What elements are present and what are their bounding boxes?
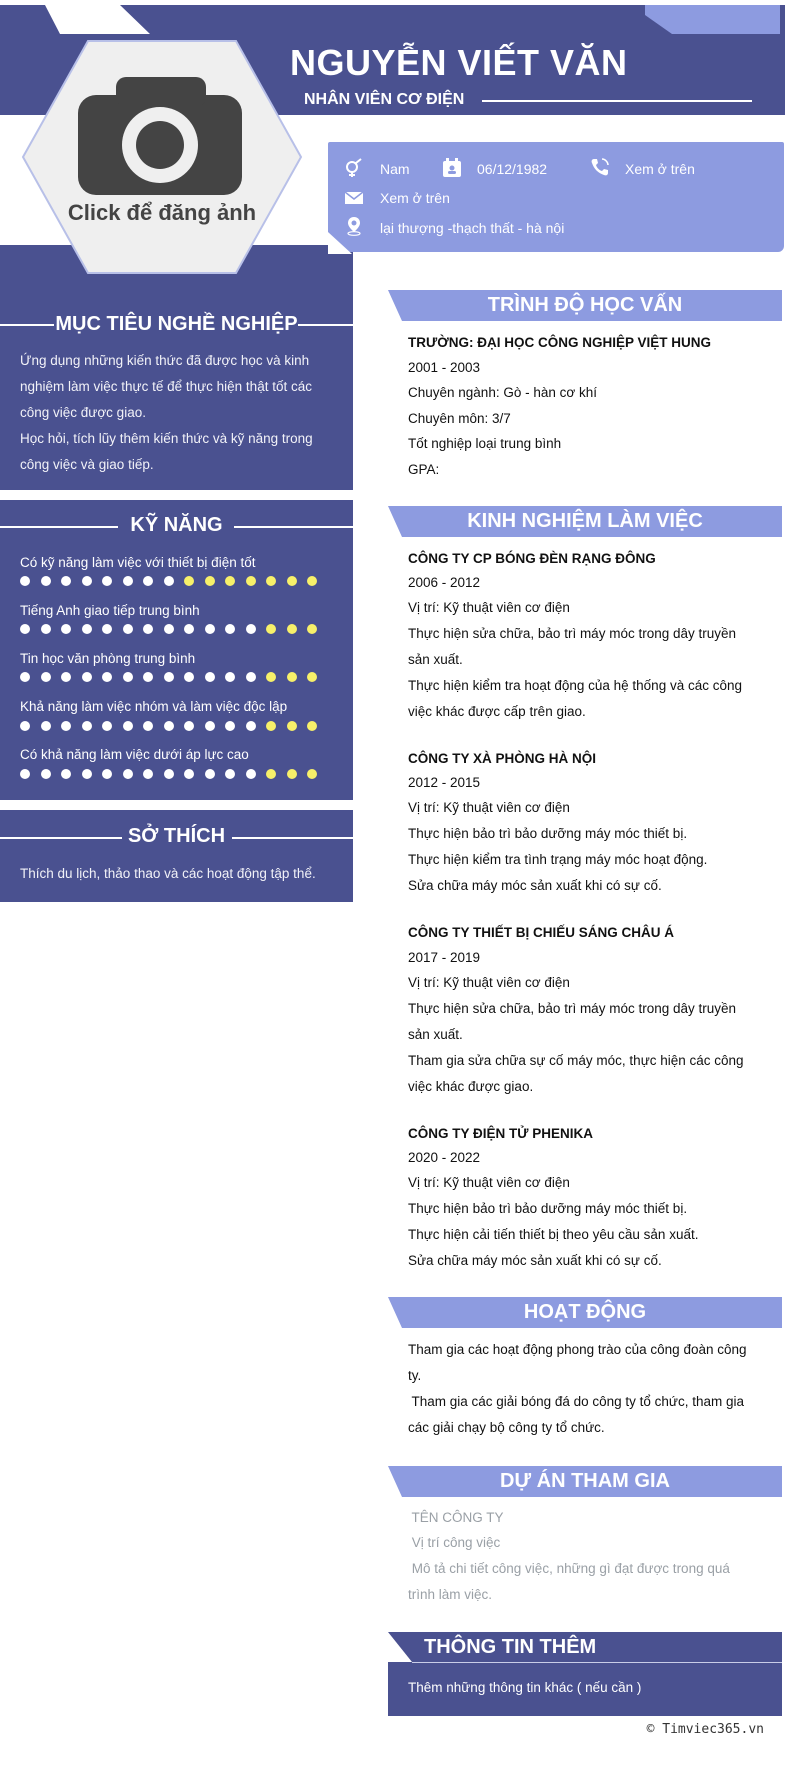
job-line: Thực hiện bảo trì bảo dưỡng máy móc thiết bị.	[408, 826, 688, 841]
skill-dot	[266, 721, 276, 731]
project-line: trình làm việc.	[408, 1587, 493, 1602]
gender-value: Nam	[380, 161, 410, 177]
skill-dot	[184, 672, 194, 682]
skills-line-right	[234, 526, 353, 528]
skill-dot	[205, 721, 215, 731]
skill-dot	[61, 576, 71, 586]
skill-dot	[205, 672, 215, 682]
skill-dot	[143, 769, 153, 779]
job-description	[408, 1170, 763, 1274]
skill-dot	[41, 624, 51, 634]
skill-dot	[20, 769, 30, 779]
skill-dot	[184, 721, 194, 731]
skill-dot	[20, 624, 30, 634]
skill-dot	[184, 624, 194, 634]
activities-title: HOẠT ĐỘNG	[523, 1301, 647, 1323]
job-company: CÔNG TY CP BÓNG ĐÈN RẠNG ĐÔNG	[408, 551, 656, 566]
job-line: Sửa chữa máy móc sản xuất khi có sự cố.	[408, 1253, 662, 1268]
skill-dot	[225, 672, 235, 682]
job-line: Thực hiện sửa chữa, bảo trì máy móc trong dây truyền	[408, 626, 737, 641]
skill-dot	[20, 576, 30, 586]
job-line: Thực hiện kiểm tra hoạt động của hệ thống và các công	[408, 678, 742, 693]
extra-info-title: THÔNG TIN THÊM	[424, 1636, 597, 1658]
skill-dot	[307, 576, 317, 586]
project-description[interactable]	[408, 1556, 763, 1608]
extra-info-divider	[412, 1662, 782, 1663]
skill-dot	[225, 769, 235, 779]
project-position[interactable]: Vị trí công việc	[408, 1535, 501, 1550]
skill-dot	[143, 576, 153, 586]
job-description	[408, 795, 763, 899]
skill-dot	[246, 576, 256, 586]
job-line: Vị trí: Kỹ thuật viên cơ điện	[408, 975, 570, 990]
skill-dot	[184, 769, 194, 779]
project-company[interactable]: TÊN CÔNG TY	[408, 1510, 504, 1525]
phone-value: Xem ở trên	[625, 161, 695, 177]
skill-dot	[41, 769, 51, 779]
skill-dot	[205, 576, 215, 586]
skill-dot	[287, 721, 297, 731]
skill-dot	[266, 769, 276, 779]
skill-dot	[266, 624, 276, 634]
activities-line: Tham gia các giải bóng đá do công ty tổ chức, tham gia	[408, 1394, 744, 1409]
experience-title: KINH NGHIỆM LÀM VIỆC	[467, 510, 703, 532]
skill-dot	[184, 576, 194, 586]
skill-dot	[287, 769, 297, 779]
job-description	[408, 595, 763, 725]
skill-dot	[205, 624, 215, 634]
hobbies-line-right	[232, 837, 353, 839]
job-line: Vị trí: Kỹ thuật viên cơ điện	[408, 600, 570, 615]
extra-info-corner	[388, 1632, 418, 1662]
job-period: 2017 - 2019	[408, 950, 481, 965]
skill-dot	[205, 769, 215, 779]
skill-dot	[123, 721, 133, 731]
job-line: việc khác được cấp trên giao.	[408, 704, 586, 719]
extra-info-text[interactable]: Thêm những thông tin khác ( nếu cần )	[408, 1680, 642, 1695]
job-description	[408, 970, 763, 1100]
skill-dot	[61, 672, 71, 682]
hobbies-section	[0, 810, 353, 902]
skill-dot	[102, 721, 112, 731]
skill-dot	[225, 576, 235, 586]
job-line: việc khác được giao.	[408, 1079, 534, 1094]
job-title: NHÂN VIÊN CƠ ĐIỆN	[304, 91, 465, 108]
objective-line: Ứng dụng những kiến thức đã được học và kinh	[20, 353, 310, 368]
email-icon	[344, 188, 364, 208]
skill-dot	[246, 769, 256, 779]
birthday-value: 06/12/1982	[477, 161, 548, 177]
objective-title: MỤC TIÊU NGHỀ NGHIỆP	[55, 313, 298, 335]
job-line: Vị trí: Kỹ thuật viên cơ điện	[408, 1175, 570, 1190]
objective-line: nghiệm làm việc thực tế để thực hiện thật tốt các	[20, 379, 312, 394]
skill-dot	[225, 624, 235, 634]
location-icon	[344, 216, 364, 236]
skill-dot	[287, 576, 297, 586]
job-line: sản xuất.	[408, 652, 463, 667]
objective-line-right	[298, 324, 353, 326]
job-title-divider	[482, 100, 752, 102]
skill-dot	[164, 769, 174, 779]
skill-dot	[246, 672, 256, 682]
skill-dot	[287, 672, 297, 682]
activities-line: ty.	[408, 1368, 422, 1383]
phone-icon	[590, 157, 610, 177]
skill-dot	[287, 624, 297, 634]
skill-dot	[164, 576, 174, 586]
skill-dot	[143, 672, 153, 682]
education-grade: Tốt nghiệp loại trung bình	[408, 436, 562, 451]
job-line: Sửa chữa máy móc sản xuất khi có sự cố.	[408, 878, 662, 893]
job-company: CÔNG TY ĐIỆN TỬ PHENIKA	[408, 1126, 593, 1141]
copyright: © Timviec365.vn	[646, 1722, 764, 1737]
job-company: CÔNG TY THIẾT BỊ CHIẾU SÁNG CHÂU Á	[408, 925, 675, 940]
job-line: Thực hiện bảo trì bảo dưỡng máy móc thiết bị.	[408, 1201, 688, 1216]
skill-dot	[82, 576, 92, 586]
skill-dot	[143, 624, 153, 634]
skill-dot	[246, 721, 256, 731]
job-line: Tham gia sửa chữa sự cố máy móc, thực hiện các công	[408, 1053, 744, 1068]
education-school: TRƯỜNG: ĐẠI HỌC CÔNG NGHIỆP VIỆT HUNG	[408, 335, 711, 350]
skill-dot	[41, 672, 51, 682]
activities-line: các giải chạy bộ công ty tổ chức.	[408, 1420, 605, 1435]
skill-dot	[123, 672, 133, 682]
email-value: Xem ở trên	[380, 190, 450, 206]
skill-dot	[164, 624, 174, 634]
skill-dot	[82, 672, 92, 682]
hobbies-title: SỞ THÍCH	[127, 825, 226, 847]
objective-text	[20, 348, 338, 478]
skill-dot	[61, 624, 71, 634]
skills-title: KỸ NĂNG	[130, 514, 223, 536]
gender-icon	[344, 158, 364, 178]
job-line: Vị trí: Kỹ thuật viên cơ điện	[408, 800, 570, 815]
job-line: Thực hiện cải tiến thiết bị theo yêu cầu sản xuất.	[408, 1227, 699, 1242]
skill-dot	[41, 721, 51, 731]
education-title: TRÌNH ĐỘ HỌC VẤN	[487, 294, 683, 316]
hobbies-text: Thích du lịch, thảo thao và các hoạt động tập thể.	[20, 866, 316, 881]
job-period: 2006 - 2012	[408, 575, 481, 590]
address-value: lại thượng -thạch thất - hà nội	[380, 220, 565, 236]
skill-dot	[225, 721, 235, 731]
skill-dot	[41, 576, 51, 586]
skill-dot	[102, 672, 112, 682]
calendar-icon	[442, 158, 462, 178]
skill-dot	[123, 576, 133, 586]
education-major: Chuyên ngành: Gò - hàn cơ khí	[408, 385, 597, 400]
activities-text	[408, 1337, 763, 1441]
skill-dot	[307, 721, 317, 731]
skill-dot	[61, 769, 71, 779]
skill-dot	[82, 721, 92, 731]
skill-name: Có khả năng làm việc dưới áp lực cao	[20, 747, 249, 762]
skill-name: Tiếng Anh giao tiếp trung bình	[20, 603, 200, 618]
skill-dot	[164, 721, 174, 731]
skill-dot	[246, 624, 256, 634]
skill-dot	[266, 576, 276, 586]
objective-line: công việc và giao tiếp.	[20, 457, 154, 472]
skill-dot	[143, 721, 153, 731]
skill-dot	[123, 624, 133, 634]
education-specialty: Chuyên môn: 3/7	[408, 411, 511, 426]
job-line: Thực hiện sửa chữa, bảo trì máy móc trong dây truyền	[408, 1001, 737, 1016]
photo-label[interactable]: Click để đăng ảnh	[67, 200, 257, 225]
candidate-name: NGUYỄN VIẾT VĂN	[290, 42, 628, 83]
objective-line: công việc được giao.	[20, 405, 146, 420]
project-line: Mô tả chi tiết công việc, những gì đạt được trong quá	[408, 1561, 730, 1576]
job-period: 2012 - 2015	[408, 775, 481, 790]
skill-dot	[20, 721, 30, 731]
job-period: 2020 - 2022	[408, 1150, 481, 1165]
objective-line: Học hỏi, tích lũy thêm kiến thức và kỹ năng trong	[20, 431, 313, 446]
skill-name: Khả năng làm việc nhóm và làm việc độc lập	[20, 699, 288, 714]
skill-dot	[307, 672, 317, 682]
skill-dot	[307, 624, 317, 634]
skill-dot	[82, 769, 92, 779]
skill-dot	[82, 624, 92, 634]
skill-dot	[20, 672, 30, 682]
projects-title: DỰ ÁN THAM GIA	[500, 1470, 670, 1492]
skill-name: Tin học văn phòng trung bình	[20, 651, 196, 666]
skill-name: Có kỹ năng làm việc với thiết bị điện tốt	[20, 555, 256, 570]
skill-dot	[102, 624, 112, 634]
skill-dot	[164, 672, 174, 682]
education-period: 2001 - 2003	[408, 360, 481, 375]
job-company: CÔNG TY XÀ PHÒNG HÀ NỘI	[408, 751, 597, 766]
job-line: sản xuất.	[408, 1027, 463, 1042]
job-line: Thực hiện kiểm tra tình trạng máy móc hoạt động.	[408, 852, 708, 867]
skill-dot	[266, 672, 276, 682]
activities-line: Tham gia các hoạt động phong trào của công đoàn công	[408, 1342, 747, 1357]
skill-dot	[61, 721, 71, 731]
skill-dot	[102, 576, 112, 586]
skill-dot	[307, 769, 317, 779]
skill-dot	[123, 769, 133, 779]
education-gpa: GPA:	[408, 462, 440, 477]
avatar-placeholder[interactable]	[20, 39, 304, 275]
skill-dot	[102, 769, 112, 779]
